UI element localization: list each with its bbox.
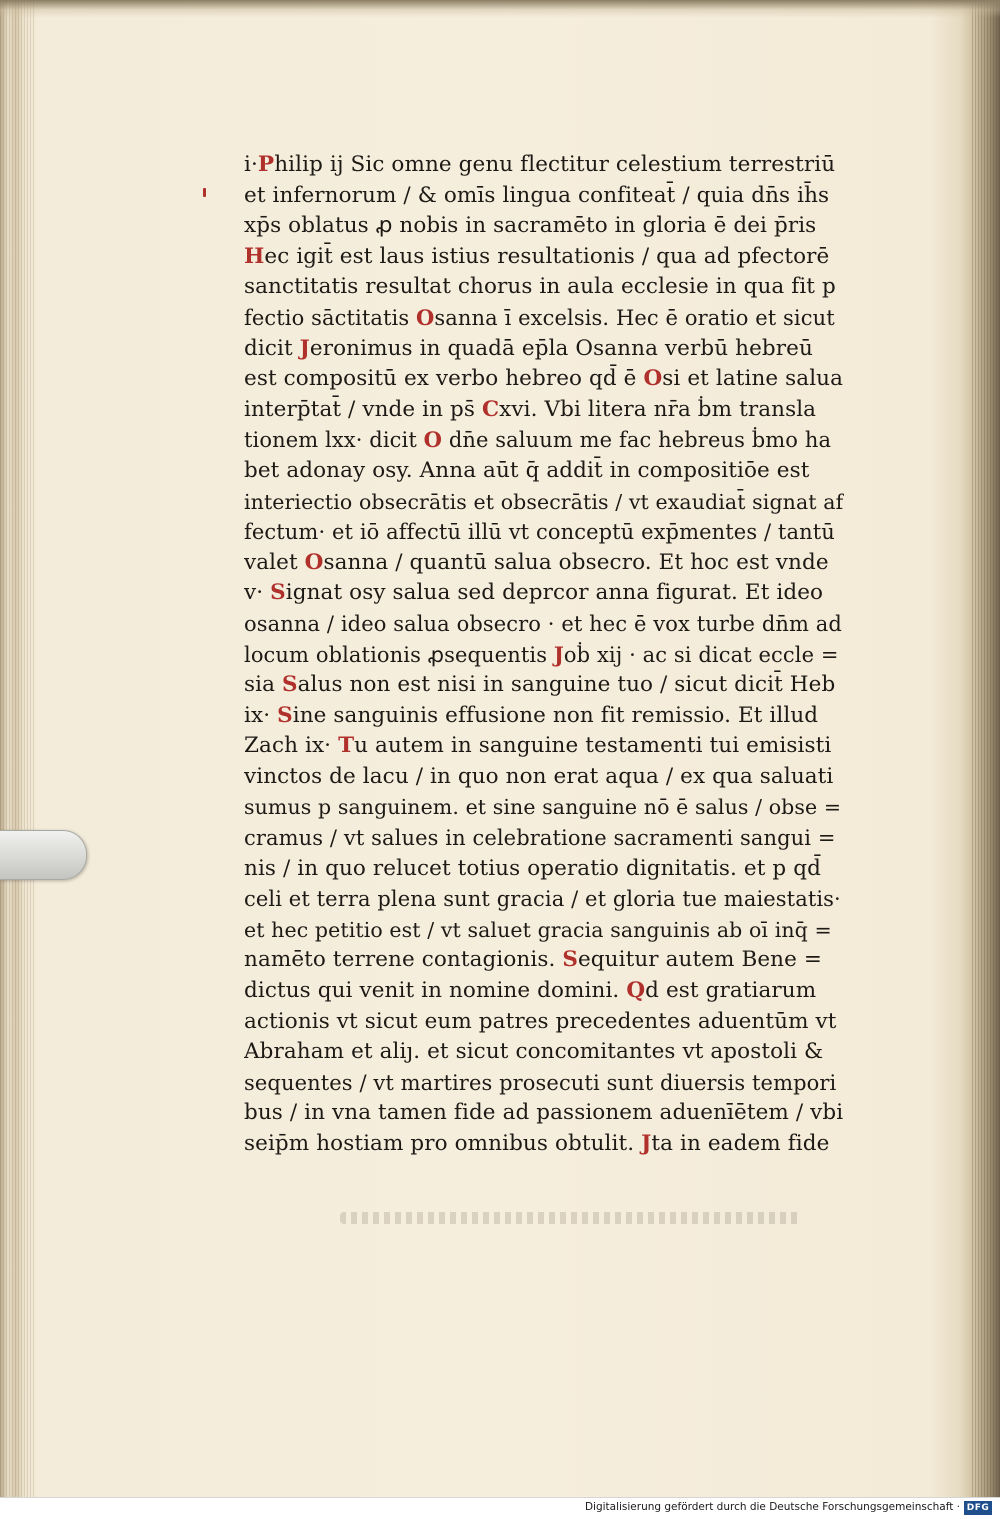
rubricated-initial: C <box>481 396 500 422</box>
line-text-end: d est gratiarum <box>645 978 817 1004</box>
text-line <box>244 425 844 456</box>
line-text-end: equitur autem Bene = <box>577 947 822 973</box>
left-page-edges <box>0 0 34 1497</box>
line-text-end: sanctitatis resultat chorus in aula ecclesie in qua fit p <box>244 274 836 300</box>
text-line <box>244 487 844 518</box>
line-text-start: locum oblationis ꝓsequentis <box>244 642 554 667</box>
line-text-start: i· <box>244 152 258 177</box>
text-line <box>244 976 844 1007</box>
rubricated-initial: O <box>423 427 443 453</box>
text-line <box>244 640 844 671</box>
text-line <box>244 701 844 732</box>
text-line <box>244 395 844 426</box>
text-line <box>244 731 844 762</box>
text-line <box>244 1098 844 1129</box>
line-text-start: Zach ix· <box>244 733 339 759</box>
line-text-end: cramus / vt salues in celebratione sacramenti sangui = <box>244 826 836 851</box>
line-text-end: dn̄e saluum me fac hebreus ḃmo ha <box>442 428 832 453</box>
line-text-end: sumus p sanguinem. et sine sanguine nō ē salus / obse = <box>244 795 842 820</box>
line-text-end: si et latine salua <box>662 366 844 392</box>
line-text-start: v· <box>244 580 271 606</box>
text-line <box>244 792 844 823</box>
text-line <box>244 609 844 640</box>
line-text-start: bet adonay osy. <box>244 457 420 483</box>
line-text-end: celi et terra plena sunt gracia / et gloria tue maiestatis· <box>244 887 841 912</box>
text-line <box>244 211 844 242</box>
text-line <box>244 548 844 579</box>
text-line <box>244 456 844 487</box>
line-text-end: actionis vt sicut eum patres precedentes aduentūm vt <box>244 1008 837 1034</box>
line-text-end: Anna aūt q̄ addit̄ in compositiōe est <box>419 457 810 483</box>
line-text-end: sanna / quantū salua obsecro. Et hoc est vnde <box>323 549 829 575</box>
rubricated-initial: O <box>416 304 435 330</box>
line-text-start: sia <box>244 672 282 698</box>
rubricated-initial: O <box>304 549 324 575</box>
rubricated-initial: O <box>643 366 663 392</box>
text-block <box>244 150 844 1160</box>
rubricated-initial: Q <box>626 978 646 1004</box>
text-line <box>244 334 844 365</box>
line-text-start: est compositū ex verbo hebreo qd̄ ē <box>244 366 644 392</box>
text-line <box>244 517 844 548</box>
text-line <box>244 823 844 854</box>
text-line <box>244 364 844 395</box>
line-text-end: vinctos de lacu / in quo non erat aqua / ex qua saluati <box>244 763 834 789</box>
rubricated-initial: S <box>277 702 293 728</box>
text-line <box>244 670 844 701</box>
line-text-start: dictus qui venit in nomine domini. <box>244 978 627 1004</box>
line-text-end: xp̄s oblatus ꝓ nobis in sacramēto in gloria ē dei p̄ris <box>244 213 817 239</box>
rubricated-initial: P <box>257 152 275 177</box>
line-text-end: ignat osy salua sed deprcor anna figurat. Et ideo <box>285 580 824 606</box>
line-text-end: Abraham et aliȷ. et sicut concomitantes vt apostoli & <box>244 1039 824 1065</box>
text-line <box>244 945 844 976</box>
text-line <box>244 1007 844 1038</box>
rubricated-initial: S <box>281 672 298 698</box>
line-text-end: osanna / ideo salua obsecro · et hec ē vox turbe dn̄m ad <box>244 611 842 636</box>
page-clip <box>0 830 87 880</box>
text-line <box>244 150 844 181</box>
rubricated-initial: J <box>299 335 310 361</box>
rubric-mark <box>203 188 206 197</box>
footer-bar <box>0 1497 1000 1519</box>
line-text-end: u autem in sanguine testamenti tui emisisti <box>354 733 832 759</box>
line-text-start: ix· <box>244 702 278 728</box>
line-text-end: xvi. Vbi litera nr̄a ḃm transla <box>499 396 817 422</box>
line-text-start: seip̄m hostiam pro omnibus obtulit. <box>244 1131 642 1156</box>
line-text-end: sanna ī excelsis. Hec ē oratio et sicut <box>434 305 835 330</box>
line-text-start: interp̄tat̄ / vnde in ps̄ <box>244 396 482 422</box>
line-text-start: dicit <box>244 335 300 361</box>
footer-credit: Digitalisierung gefördert durch die Deutsche Forschungsgemeinschaft · <box>584 1501 960 1513</box>
line-text-end: hilip ij Sic omne genu flectitur celestium terrestriū <box>274 152 836 177</box>
line-text-end: et hec petitio est / vt saluet gracia sanguinis ab oī inq̄ = <box>244 917 832 942</box>
line-text-end: sequentes / vt martires prosecuti sunt diuersis tempori <box>244 1070 837 1095</box>
offset-ink-trace <box>340 1212 800 1224</box>
rubricated-initial: J <box>553 641 564 667</box>
line-text-end: oḃ xij · ac si dicat eccle = <box>563 642 839 667</box>
line-text-end: ine sanguinis effusione non fit remissio. Et illud <box>292 702 819 728</box>
line-text-start: valet <box>244 549 305 575</box>
line-text-end: bus / in vna tamen fide ad passionem aduenīētem / vbi <box>244 1100 844 1126</box>
line-text-end: interiectio obsecrātis et obsecrātis / vt exaudiat̄ signat af <box>244 489 844 514</box>
right-page-edges <box>972 0 1000 1497</box>
top-binding-shadow <box>0 0 1000 18</box>
line-text-end: eronimus in quadā ep̄la Osanna verbū hebreū <box>309 335 813 361</box>
text-line <box>244 242 844 273</box>
line-text-end: nis / in quo relucet totius operatio dignitatis. et p qd̄ <box>244 855 821 881</box>
line-text-start: namēto terrene contagionis. <box>244 947 563 973</box>
dfg-logo-icon[interactable]: DFG <box>964 1501 992 1515</box>
rubricated-initial: H <box>244 243 265 269</box>
text-line <box>244 272 844 303</box>
text-line <box>244 181 844 212</box>
text-line <box>244 1037 844 1068</box>
rubricated-initial: J <box>641 1131 652 1156</box>
line-text-end: fectum· et iō affectū illū vt conceptū exp̄mentes / tantū <box>244 520 835 545</box>
text-line <box>244 578 844 609</box>
text-line <box>244 915 844 946</box>
text-line <box>244 854 844 885</box>
line-text-end: ec igit̄ est laus istius resultationis / qua ad pfectorē <box>264 243 830 269</box>
line-text-end: ta in eadem fide <box>651 1131 830 1156</box>
line-text-start: tionem lxx· dicit <box>244 428 424 453</box>
rubricated-initial: T <box>338 733 355 759</box>
text-line <box>244 884 844 915</box>
text-line <box>244 1129 844 1160</box>
rubricated-initial: S <box>270 580 286 606</box>
line-text-end: et infernorum / & omīs lingua confiteat̄ / quia dn̄s ih̄s <box>244 182 830 208</box>
line-text-start: fectio sāctitatis <box>244 305 417 330</box>
text-line <box>244 1068 844 1099</box>
line-text-end: alus non est nisi in sanguine tuo / sicut dicit̄ Heb <box>297 672 836 698</box>
text-line <box>244 303 844 334</box>
rubricated-initial: S <box>562 947 578 973</box>
text-line <box>244 762 844 793</box>
